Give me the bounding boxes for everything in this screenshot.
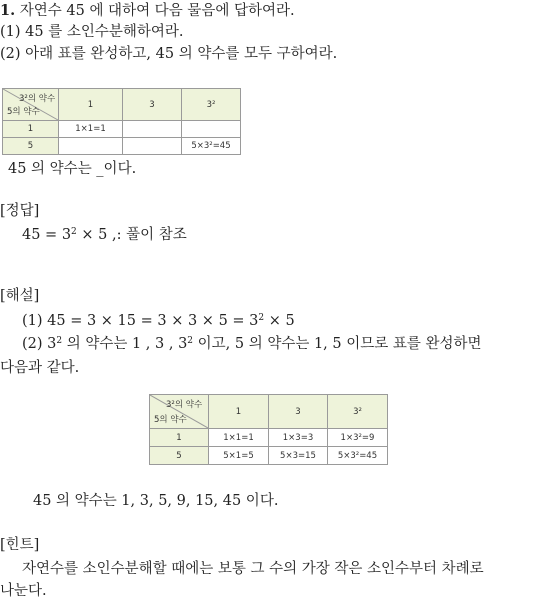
divisor-table-blank: [2, 88, 241, 155]
table-corner-cell: [150, 395, 209, 429]
conclusion: 45 의 약수는 1, 3, 5, 9, 15, 45 이다.: [33, 493, 279, 509]
row-head-5: 5: [150, 447, 209, 465]
s1-text: (1) 45 = 3 × 15 = 3 × 3 × 5 = 3: [22, 313, 259, 329]
blank-line: 45 의 약수는 _이다.: [8, 161, 137, 177]
answer-label: [정답]: [0, 203, 40, 219]
solution-step1: [22, 312, 295, 330]
cell: 1×3=3: [269, 429, 328, 447]
divisor-table-complete: [149, 394, 388, 465]
s2-text-b: 의 약수는 1 , 3 , 3: [62, 336, 188, 352]
answer-line: [22, 226, 187, 244]
corner-top-label: 3²의 약수: [19, 94, 56, 104]
s1-exponent: 2: [258, 313, 265, 323]
cell: 1×3²=9: [328, 429, 388, 447]
corner-bottom-label: 5의 약수: [154, 415, 187, 425]
cell: [182, 121, 241, 138]
answer-exponent: 2: [71, 227, 77, 237]
hint-line1: 자연수를 소인수분해할 때에는 보통 그 수의 가장 작은 소인수부터 차례로: [22, 561, 484, 577]
col-head-3sq: 3²: [328, 395, 388, 429]
question-number: 1.: [0, 2, 16, 19]
col-head-1: 1: [59, 89, 123, 121]
cell: 5×3=15: [269, 447, 328, 465]
solution-label: [해설]: [0, 288, 40, 304]
col-head-1: 1: [209, 395, 269, 429]
solution-step2-cont: 다음과 같다.: [0, 360, 80, 376]
hint-label: [힌트]: [0, 537, 40, 553]
s1-tail: × 5: [264, 313, 295, 329]
cell: [59, 138, 123, 155]
cell: 5×3²=45: [182, 138, 241, 155]
question-part1: (1) 45 를 소인수분해하여라.: [0, 24, 184, 40]
row-head-1: 1: [150, 429, 209, 447]
cell: 5×1=5: [209, 447, 269, 465]
row-head-5: 5: [3, 138, 59, 155]
col-head-3: 3: [269, 395, 328, 429]
s2-text-c: 이고, 5 의 약수는 1, 5 이므로 표를 완성하면: [193, 336, 482, 352]
col-head-3sq: 3²: [182, 89, 241, 121]
cell: [123, 138, 182, 155]
table-corner-cell: [3, 89, 59, 121]
question-stem-line: [0, 2, 295, 20]
col-head-3: 3: [123, 89, 182, 121]
s2-exponent-2: 2: [187, 336, 194, 346]
answer-rhs: × 5 ,: 풀이 참조: [76, 227, 187, 243]
question-stem: 자연수 45 에 대하여 다음 물음에 답하여라.: [19, 3, 295, 19]
hint-line2: 나눈다.: [0, 583, 47, 599]
cell: [123, 121, 182, 138]
answer-lhs: 45 = 3: [22, 227, 72, 243]
cell: 5×3²=45: [328, 447, 388, 465]
solution-step2: [22, 335, 482, 353]
corner-bottom-label: 5의 약수: [7, 107, 40, 117]
corner-top-label: 3²의 약수: [166, 400, 203, 410]
cell: 1×1=1: [209, 429, 269, 447]
row-head-1: 1: [3, 121, 59, 138]
cell: 1×1=1: [59, 121, 123, 138]
question-part2: (2) 아래 표를 완성하고, 45 의 약수를 모두 구하여라.: [0, 46, 338, 62]
s2-text-a: (2) 3: [22, 336, 57, 352]
s2-exponent-1: 2: [56, 336, 63, 346]
